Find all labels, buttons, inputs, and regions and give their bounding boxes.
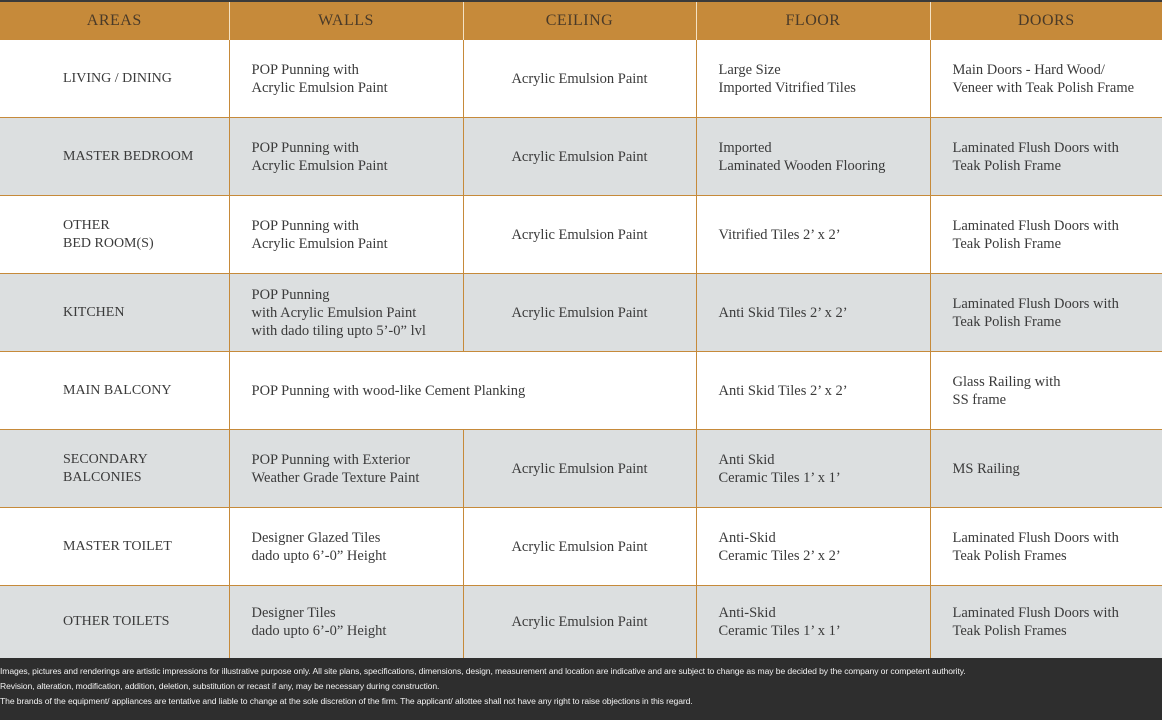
walls-cell: Designer Glazed Tiles dado upto 6’-0” Height [229,508,463,586]
floor-cell: Imported Laminated Wooden Flooring [696,118,930,196]
disclaimer-line: Revision, alteration, modification, addition, deletion, substitution or recast if any, may be necessary during construction. [0,681,440,691]
table-row [0,274,1162,352]
table-row [0,586,1162,659]
walls-cell: Designer Tiles dado upto 6’-0” Height [229,586,463,659]
floor-cell: Anti Skid Tiles 2’ x 2’ [696,274,930,352]
header-areas: AREAS [0,2,229,40]
doors-cell: Laminated Flush Doors with Teak Polish Frame [930,196,1162,274]
table-row [0,118,1162,196]
header-row [0,2,1162,40]
table-row [0,508,1162,586]
specifications-table [0,2,1162,658]
area-cell: OTHER TOILETS [0,586,229,659]
area-cell: MAIN BALCONY [0,352,229,430]
walls-cell: POP Punning with Acrylic Emulsion Paint [229,118,463,196]
walls-cell: POP Punning with Acrylic Emulsion Paint [229,196,463,274]
doors-cell: Laminated Flush Doors with Teak Polish Frames [930,508,1162,586]
area-cell: MASTER BEDROOM [0,118,229,196]
floor-cell: Anti Skid Ceramic Tiles 1’ x 1’ [696,430,930,508]
header-walls: WALLS [229,2,463,40]
disclaimer-footer [0,658,1162,720]
walls-ceiling-cell: POP Punning with wood-like Cement Planking [229,352,696,430]
header-doors: DOORS [930,2,1162,40]
header-floor: FLOOR [696,2,930,40]
doors-cell: Main Doors - Hard Wood/ Veneer with Teak Polish Frame [930,40,1162,118]
doors-cell: Glass Railing with SS frame [930,352,1162,430]
ceiling-cell: Acrylic Emulsion Paint [463,508,696,586]
ceiling-cell: Acrylic Emulsion Paint [463,274,696,352]
doors-cell: Laminated Flush Doors with Teak Polish Frames [930,586,1162,659]
ceiling-cell: Acrylic Emulsion Paint [463,196,696,274]
ceiling-cell: Acrylic Emulsion Paint [463,40,696,118]
floor-cell: Anti-Skid Ceramic Tiles 2’ x 2’ [696,508,930,586]
area-cell: LIVING / DINING [0,40,229,118]
ceiling-cell: Acrylic Emulsion Paint [463,586,696,659]
walls-cell: POP Punning with Acrylic Emulsion Paint with dado tiling upto 5’-0” lvl [229,274,463,352]
area-cell: SECONDARY BALCONIES [0,430,229,508]
table-header [0,2,1162,40]
ceiling-cell: Acrylic Emulsion Paint [463,118,696,196]
floor-cell: Large Size Imported Vitrified Tiles [696,40,930,118]
walls-cell: POP Punning with Exterior Weather Grade Texture Paint [229,430,463,508]
table-row [0,196,1162,274]
area-cell: KITCHEN [0,274,229,352]
area-cell: OTHER BED ROOM(S) [0,196,229,274]
doors-cell: Laminated Flush Doors with Teak Polish Frame [930,274,1162,352]
floor-cell: Anti Skid Tiles 2’ x 2’ [696,352,930,430]
floor-cell: Anti-Skid Ceramic Tiles 1’ x 1’ [696,586,930,659]
area-cell: MASTER TOILET [0,508,229,586]
walls-cell: POP Punning with Acrylic Emulsion Paint [229,40,463,118]
table-row [0,430,1162,508]
disclaimer-line: Images, pictures and renderings are artistic impressions for illustrative purpose only. All site plans, specifications, dimensions, design, measurement and location are indicative and are subject to change as may be decided by the company or competent authority. [0,666,966,676]
doors-cell: MS Railing [930,430,1162,508]
floor-cell: Vitrified Tiles 2’ x 2’ [696,196,930,274]
table-row [0,352,1162,430]
ceiling-cell: Acrylic Emulsion Paint [463,430,696,508]
disclaimer-line: The brands of the equipment/ appliances are tentative and liable to change at the sole discretion of the firm. The applicant/ allottee shall not have any right to raise objections in this regard. [0,696,693,706]
table-row [0,40,1162,118]
doors-cell: Laminated Flush Doors with Teak Polish Frame [930,118,1162,196]
header-ceiling: CEILING [463,2,696,40]
